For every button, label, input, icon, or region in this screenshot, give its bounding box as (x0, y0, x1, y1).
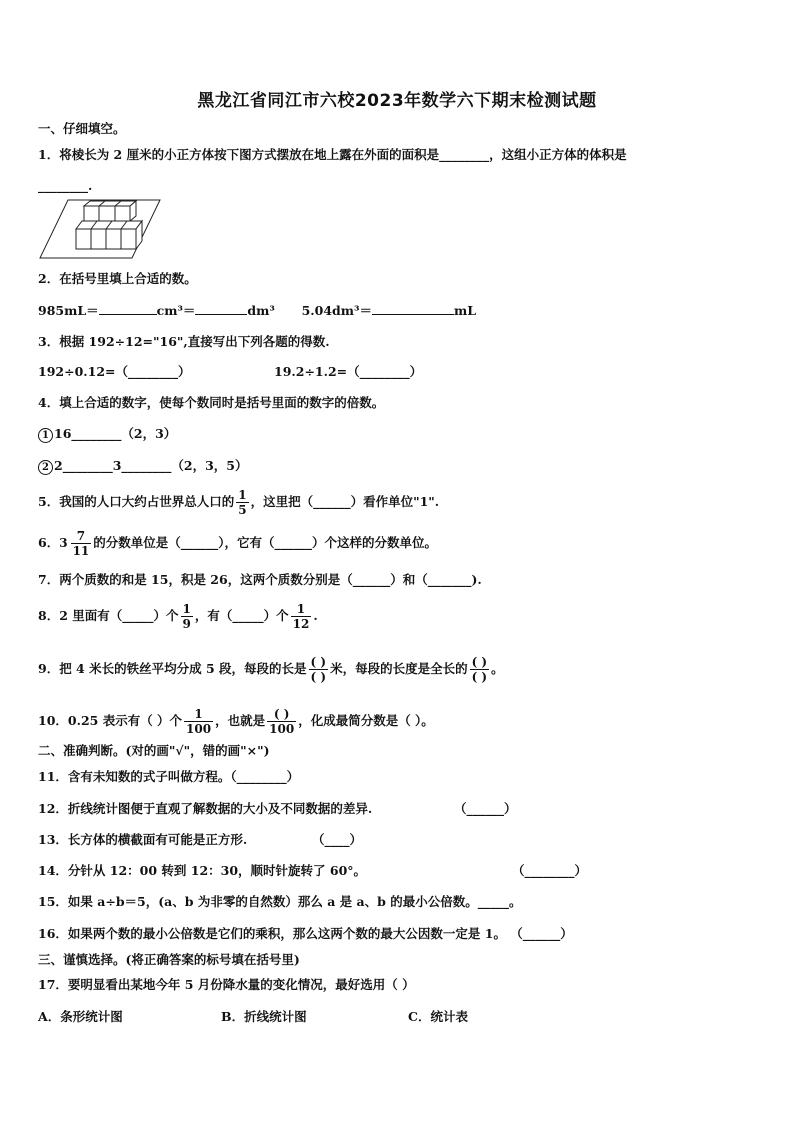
question-2-items (38, 303, 476, 319)
q9-suffix: 。 (491, 661, 504, 676)
question-12-answer[interactable]: （______） (454, 801, 517, 816)
question-15: 15．如果 a÷b＝5，(a、b 为非零的自然数）那么 a 是 a、b 的最小公倍数。_____。 (38, 894, 522, 909)
q5-denominator: 5 (238, 503, 247, 517)
q2-blank-1[interactable] (99, 303, 157, 315)
circled-number-2: 2 (38, 460, 53, 475)
q9-numerator-blank[interactable]: ( ) (310, 655, 327, 669)
q10-numerator-blank[interactable]: ( ) (273, 707, 290, 721)
page-title: 黑龙江省同江市六校2023年数学六下期末检测试题 (197, 91, 597, 111)
q6-mixed-number (59, 526, 93, 560)
section-3-heading: 三、谨慎选择。(将正确答案的标号填在括号里) (38, 952, 300, 967)
q2-blank-3[interactable] (372, 303, 454, 315)
question-9 (38, 650, 504, 688)
question-17-option-a[interactable]: A．条形统计图 (38, 1009, 123, 1024)
q5-fraction (236, 488, 248, 517)
q8-denominator-1: 9 (182, 617, 191, 631)
q10-fraction-1 (184, 707, 213, 736)
q8-suffix: . (313, 608, 318, 623)
q2-unit-1: cm³＝ (156, 303, 196, 318)
q10-fraction-2 (267, 707, 296, 736)
question-2: 2．在括号里填上合适的数。 (38, 271, 197, 286)
q8-fraction-1 (181, 602, 193, 631)
question-13: 13．长方体的横截面有可能是正方形. (38, 832, 248, 847)
q10-denominator-2: 100 (269, 722, 295, 736)
q6-numerator: 7 (76, 528, 86, 543)
question-8 (38, 599, 318, 633)
q9-fraction-1 (309, 655, 329, 684)
q8-prefix: 8．2 里面有（_____）个 (38, 608, 179, 623)
q9-denominator-blank-2[interactable]: ( ) (471, 670, 488, 684)
question-14-answer[interactable]: （________） (512, 863, 588, 878)
q5-suffix: ，这里把（______）看作单位"1". (250, 494, 440, 509)
question-10 (38, 702, 434, 740)
q2-unit-2: dm³ (247, 303, 275, 318)
question-1: 1．将棱长为 2 厘米的小正方体按下图方式摆放在地上露在外面的面积是________，这组小正方体的体积是 (38, 147, 627, 162)
section-2-heading: 二、准确判断。(对的画"√"，错的画"×") (38, 743, 270, 758)
question-17-option-c[interactable]: C．统计表 (408, 1009, 468, 1024)
q9-numerator-blank-2[interactable]: ( ) (471, 655, 488, 669)
q8-fraction-2 (291, 602, 312, 631)
q4-b-text: 2________3________（2，3，5） (54, 458, 248, 473)
cube-figure (38, 198, 162, 260)
q9-prefix: 9．把 4 米长的铁丝平均分成 5 段，每段的长是 (38, 661, 307, 676)
question-3: 3．根据 192÷12="16",直接写出下列各题的得数. (38, 334, 330, 349)
q10-prefix: 10．0.25 表示有（ ）个 (38, 713, 183, 728)
q9-denominator-blank[interactable]: ( ) (310, 670, 327, 684)
q6-denominator: 11 (72, 543, 90, 558)
q2-item-a2: 5.04dm³＝ (301, 303, 372, 318)
question-6 (38, 526, 437, 560)
q6-prefix: 6． (38, 535, 60, 550)
q8-middle: ，有（_____）个 (194, 608, 289, 623)
q10-suffix: ，化成最简分数是（ ）。 (298, 713, 434, 728)
q2-unit-3: mL (453, 303, 476, 318)
question-17: 17．要明显看出某地今年 5 月份降水量的变化情况，最好选用（ ） (38, 977, 415, 992)
q8-numerator-1: 1 (182, 602, 191, 616)
q5-numerator: 1 (238, 488, 247, 502)
q5-prefix: 5．我国的人口大约占世界总人口的 (38, 494, 235, 509)
q8-denominator-2: 12 (292, 617, 310, 631)
q4-a-text: 16________（2，3） (54, 426, 177, 441)
q10-middle: ，也就是 (215, 713, 266, 728)
q2-item-a1: 985mL＝ (38, 303, 99, 318)
question-17-option-b[interactable]: B．折线统计图 (221, 1009, 307, 1024)
circled-number-1: 1 (38, 428, 53, 443)
question-7: 7．两个质数的和是 15，积是 26，这两个质数分别是（______）和（_______). (38, 572, 482, 587)
q6-suffix: 的分数单位是（______），它有（______）个这样的分数单位。 (93, 535, 438, 550)
question-13-answer[interactable]: （____） (312, 832, 363, 847)
section-1-heading: 一、仔细填空。 (38, 121, 126, 136)
question-4: 4．填上合适的数字，使每个数同时是括号里面的数字的倍数。 (38, 395, 385, 410)
question-3-a: 192÷0.12=（________） (38, 364, 191, 379)
q9-fraction-2 (470, 655, 490, 684)
q10-denominator-1: 100 (186, 722, 212, 736)
q2-blank-2[interactable] (195, 303, 247, 315)
q6-whole: 3 (59, 536, 68, 550)
question-4-b (38, 458, 248, 475)
question-3-b: 19.2÷1.2=（________） (274, 364, 423, 379)
question-16: 16．如果两个数的最小公倍数是它们的乘积，那么这两个数的最大公因数一定是 1。 （______） (38, 926, 573, 941)
question-4-a (38, 426, 176, 443)
q8-numerator-2: 1 (296, 602, 306, 616)
question-1-continued: ________. (38, 178, 93, 193)
question-14: 14．分针从 12：00 转到 12：30，顺时针旋转了 60°。 (38, 863, 367, 878)
question-11: 11．含有未知数的式子叫做方程。（________） (38, 769, 300, 784)
question-12: 12．折线统计图便于直观了解数据的大小及不同数据的差异. (38, 801, 373, 816)
q10-numerator-1: 1 (194, 707, 203, 721)
question-5 (38, 485, 439, 519)
q9-middle: 米，每段的长度是全长的 (330, 661, 468, 676)
